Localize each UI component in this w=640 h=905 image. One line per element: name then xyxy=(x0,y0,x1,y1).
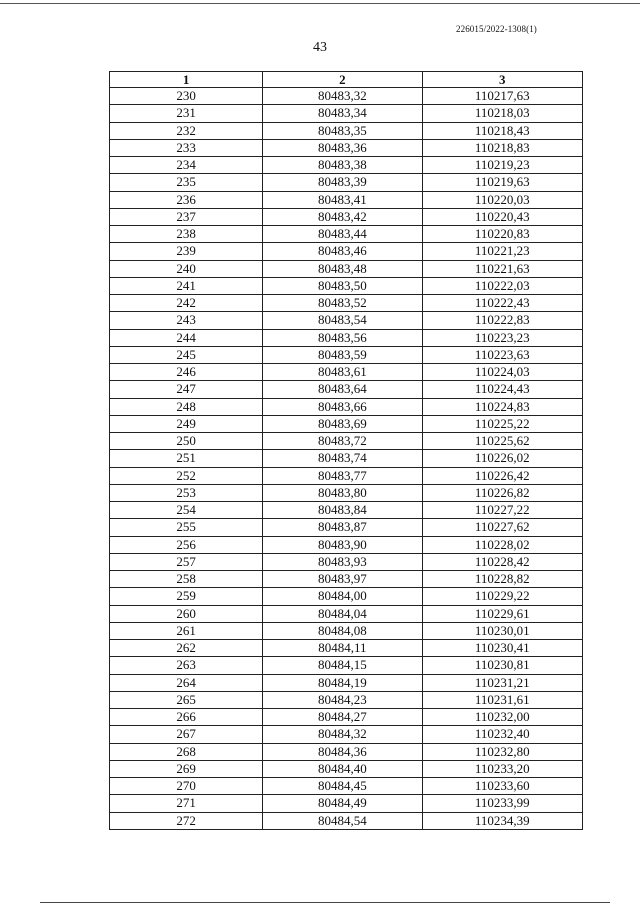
table-row xyxy=(110,329,583,346)
table-cell-col-3: 110218,03 xyxy=(422,105,582,122)
table-row xyxy=(110,122,583,139)
table-body xyxy=(110,88,583,830)
table-row xyxy=(110,691,583,708)
table-cell-col-1: 264 xyxy=(110,674,263,691)
table-cell-col-1: 266 xyxy=(110,709,263,726)
table-cell-col-1: 272 xyxy=(110,812,263,829)
table-cell-col-2: 80483,56 xyxy=(263,329,422,346)
table-row xyxy=(110,640,583,657)
table-cell-col-3: 110224,43 xyxy=(422,381,582,398)
table-cell-col-1: 235 xyxy=(110,174,263,191)
table-cell-col-2: 80483,74 xyxy=(263,450,422,467)
table-row xyxy=(110,191,583,208)
table-cell-col-1: 242 xyxy=(110,295,263,312)
table-cell-col-3: 110229,61 xyxy=(422,605,582,622)
table-cell-col-3: 110226,02 xyxy=(422,450,582,467)
table-cell-col-2: 80483,50 xyxy=(263,277,422,294)
table-cell-col-2: 80483,97 xyxy=(263,571,422,588)
table-row xyxy=(110,571,583,588)
table-cell-col-2: 80483,64 xyxy=(263,381,422,398)
table-row xyxy=(110,588,583,605)
table-cell-col-3: 110231,61 xyxy=(422,691,582,708)
table-cell-col-3: 110233,99 xyxy=(422,795,582,812)
table-cell-col-3: 110232,40 xyxy=(422,726,582,743)
table-cell-col-2: 80483,48 xyxy=(263,260,422,277)
table-cell-col-3: 110220,83 xyxy=(422,226,582,243)
table-cell-col-3: 110226,42 xyxy=(422,467,582,484)
table-row xyxy=(110,519,583,536)
coordinates-table xyxy=(109,71,583,830)
table-row xyxy=(110,622,583,639)
table-row xyxy=(110,743,583,760)
table-cell-col-1: 237 xyxy=(110,208,263,225)
table-row xyxy=(110,536,583,553)
table-row xyxy=(110,88,583,105)
table-cell-col-2: 80484,27 xyxy=(263,709,422,726)
table-cell-col-3: 110228,82 xyxy=(422,571,582,588)
table-cell-col-3: 110221,63 xyxy=(422,260,582,277)
table-row xyxy=(110,433,583,450)
table-cell-col-3: 110232,80 xyxy=(422,743,582,760)
table-cell-col-2: 80483,90 xyxy=(263,536,422,553)
table-cell-col-3: 110230,41 xyxy=(422,640,582,657)
table-cell-col-2: 80483,36 xyxy=(263,139,422,156)
table-row xyxy=(110,674,583,691)
table-cell-col-1: 269 xyxy=(110,760,263,777)
table-cell-col-1: 232 xyxy=(110,122,263,139)
table-cell-col-2: 80483,66 xyxy=(263,398,422,415)
table-cell-col-3: 110219,23 xyxy=(422,157,582,174)
table-cell-col-3: 110219,63 xyxy=(422,174,582,191)
table-row xyxy=(110,657,583,674)
table-cell-col-2: 80483,52 xyxy=(263,295,422,312)
table-row xyxy=(110,760,583,777)
table-cell-col-1: 262 xyxy=(110,640,263,657)
table-row xyxy=(110,812,583,829)
table-cell-col-3: 110231,21 xyxy=(422,674,582,691)
table-cell-col-1: 245 xyxy=(110,346,263,363)
table-cell-col-2: 80484,49 xyxy=(263,795,422,812)
table-cell-col-3: 110230,01 xyxy=(422,622,582,639)
table-cell-col-2: 80484,54 xyxy=(263,812,422,829)
table-cell-col-1: 268 xyxy=(110,743,263,760)
table-cell-col-3: 110217,63 xyxy=(422,88,582,105)
table-cell-col-2: 80484,08 xyxy=(263,622,422,639)
table-cell-col-2: 80484,19 xyxy=(263,674,422,691)
table-row xyxy=(110,605,583,622)
table-cell-col-2: 80484,15 xyxy=(263,657,422,674)
table-cell-col-1: 238 xyxy=(110,226,263,243)
table-cell-col-2: 80483,61 xyxy=(263,364,422,381)
table-cell-col-2: 80483,59 xyxy=(263,346,422,363)
table-cell-col-1: 255 xyxy=(110,519,263,536)
table-row xyxy=(110,726,583,743)
table-cell-col-1: 250 xyxy=(110,433,263,450)
table-cell-col-1: 249 xyxy=(110,415,263,432)
table-cell-col-1: 258 xyxy=(110,571,263,588)
table-row xyxy=(110,139,583,156)
table-cell-col-1: 248 xyxy=(110,398,263,415)
table-row xyxy=(110,467,583,484)
table-cell-col-1: 267 xyxy=(110,726,263,743)
table-row xyxy=(110,208,583,225)
table-row xyxy=(110,277,583,294)
table-cell-col-1: 261 xyxy=(110,622,263,639)
table-cell-col-3: 110220,43 xyxy=(422,208,582,225)
table-cell-col-3: 110228,42 xyxy=(422,553,582,570)
column-header-2: 2 xyxy=(263,72,422,88)
table-cell-col-1: 254 xyxy=(110,502,263,519)
table-cell-col-2: 80483,80 xyxy=(263,484,422,501)
table-cell-col-3: 110225,62 xyxy=(422,433,582,450)
table-cell-col-2: 80483,42 xyxy=(263,208,422,225)
table-cell-col-1: 240 xyxy=(110,260,263,277)
table-cell-col-1: 244 xyxy=(110,329,263,346)
table-cell-col-1: 246 xyxy=(110,364,263,381)
table-cell-col-3: 110223,63 xyxy=(422,346,582,363)
table-cell-col-1: 236 xyxy=(110,191,263,208)
table-cell-col-3: 110227,22 xyxy=(422,502,582,519)
table-cell-col-3: 110225,22 xyxy=(422,415,582,432)
table-cell-col-1: 265 xyxy=(110,691,263,708)
table-row xyxy=(110,312,583,329)
table-cell-col-2: 80483,35 xyxy=(263,122,422,139)
table-row xyxy=(110,450,583,467)
document-number: 226015/2022-1308(1) xyxy=(456,24,537,34)
table-cell-col-1: 243 xyxy=(110,312,263,329)
table-cell-col-2: 80483,69 xyxy=(263,415,422,432)
table-row xyxy=(110,709,583,726)
table-cell-col-2: 80484,04 xyxy=(263,605,422,622)
page-number: 43 xyxy=(313,40,327,55)
table-cell-col-2: 80483,32 xyxy=(263,88,422,105)
column-header-1: 1 xyxy=(110,72,263,88)
table-row xyxy=(110,346,583,363)
table-row xyxy=(110,364,583,381)
table-cell-col-3: 110230,81 xyxy=(422,657,582,674)
bottom-scan-border xyxy=(40,902,610,903)
table-cell-col-1: 239 xyxy=(110,243,263,260)
table-cell-col-1: 251 xyxy=(110,450,263,467)
table-cell-col-1: 260 xyxy=(110,605,263,622)
table-cell-col-2: 80483,84 xyxy=(263,502,422,519)
table-cell-col-2: 80484,32 xyxy=(263,726,422,743)
table-row xyxy=(110,243,583,260)
table-row xyxy=(110,553,583,570)
table-cell-col-3: 110222,03 xyxy=(422,277,582,294)
table-cell-col-1: 253 xyxy=(110,484,263,501)
table-cell-col-2: 80483,72 xyxy=(263,433,422,450)
top-scan-border xyxy=(0,3,640,4)
table-cell-col-3: 110223,23 xyxy=(422,329,582,346)
table-row xyxy=(110,157,583,174)
table-cell-col-3: 110221,23 xyxy=(422,243,582,260)
table-row xyxy=(110,484,583,501)
table-row xyxy=(110,398,583,415)
table-cell-col-3: 110222,43 xyxy=(422,295,582,312)
table-cell-col-2: 80483,54 xyxy=(263,312,422,329)
table-cell-col-2: 80483,44 xyxy=(263,226,422,243)
table-row xyxy=(110,778,583,795)
table-cell-col-2: 80483,87 xyxy=(263,519,422,536)
table-cell-col-1: 259 xyxy=(110,588,263,605)
table-cell-col-2: 80484,23 xyxy=(263,691,422,708)
table-cell-col-3: 110224,83 xyxy=(422,398,582,415)
table-cell-col-3: 110220,03 xyxy=(422,191,582,208)
table-cell-col-1: 257 xyxy=(110,553,263,570)
column-header-3: 3 xyxy=(422,72,582,88)
table-cell-col-1: 231 xyxy=(110,105,263,122)
table-cell-col-2: 80483,34 xyxy=(263,105,422,122)
table-cell-col-1: 270 xyxy=(110,778,263,795)
table-cell-col-1: 241 xyxy=(110,277,263,294)
table-cell-col-3: 110229,22 xyxy=(422,588,582,605)
table-cell-col-3: 110234,39 xyxy=(422,812,582,829)
table-cell-col-1: 252 xyxy=(110,467,263,484)
table-row xyxy=(110,381,583,398)
table-cell-col-1: 234 xyxy=(110,157,263,174)
table-cell-col-3: 110233,60 xyxy=(422,778,582,795)
table-header-row xyxy=(110,72,583,88)
table-row xyxy=(110,415,583,432)
table-cell-col-3: 110227,62 xyxy=(422,519,582,536)
table-cell-col-3: 110222,83 xyxy=(422,312,582,329)
table-cell-col-1: 247 xyxy=(110,381,263,398)
table-cell-col-2: 80484,00 xyxy=(263,588,422,605)
table-cell-col-2: 80483,93 xyxy=(263,553,422,570)
table-cell-col-2: 80483,38 xyxy=(263,157,422,174)
table-cell-col-1: 271 xyxy=(110,795,263,812)
table-row xyxy=(110,795,583,812)
table-cell-col-2: 80483,41 xyxy=(263,191,422,208)
table-cell-col-2: 80484,40 xyxy=(263,760,422,777)
table-row xyxy=(110,295,583,312)
table-cell-col-3: 110224,03 xyxy=(422,364,582,381)
table-cell-col-3: 110232,00 xyxy=(422,709,582,726)
table-row xyxy=(110,226,583,243)
table-row xyxy=(110,260,583,277)
table-cell-col-3: 110233,20 xyxy=(422,760,582,777)
table-cell-col-2: 80484,11 xyxy=(263,640,422,657)
table-cell-col-3: 110228,02 xyxy=(422,536,582,553)
table-cell-col-3: 110218,83 xyxy=(422,139,582,156)
table-cell-col-2: 80484,36 xyxy=(263,743,422,760)
table-cell-col-3: 110226,82 xyxy=(422,484,582,501)
table-cell-col-1: 263 xyxy=(110,657,263,674)
table-cell-col-1: 256 xyxy=(110,536,263,553)
table-row xyxy=(110,105,583,122)
table-cell-col-2: 80483,39 xyxy=(263,174,422,191)
table-cell-col-2: 80483,46 xyxy=(263,243,422,260)
table-cell-col-1: 233 xyxy=(110,139,263,156)
table-cell-col-2: 80483,77 xyxy=(263,467,422,484)
table-cell-col-3: 110218,43 xyxy=(422,122,582,139)
table-cell-col-1: 230 xyxy=(110,88,263,105)
table-row xyxy=(110,502,583,519)
table-cell-col-2: 80484,45 xyxy=(263,778,422,795)
table-row xyxy=(110,174,583,191)
